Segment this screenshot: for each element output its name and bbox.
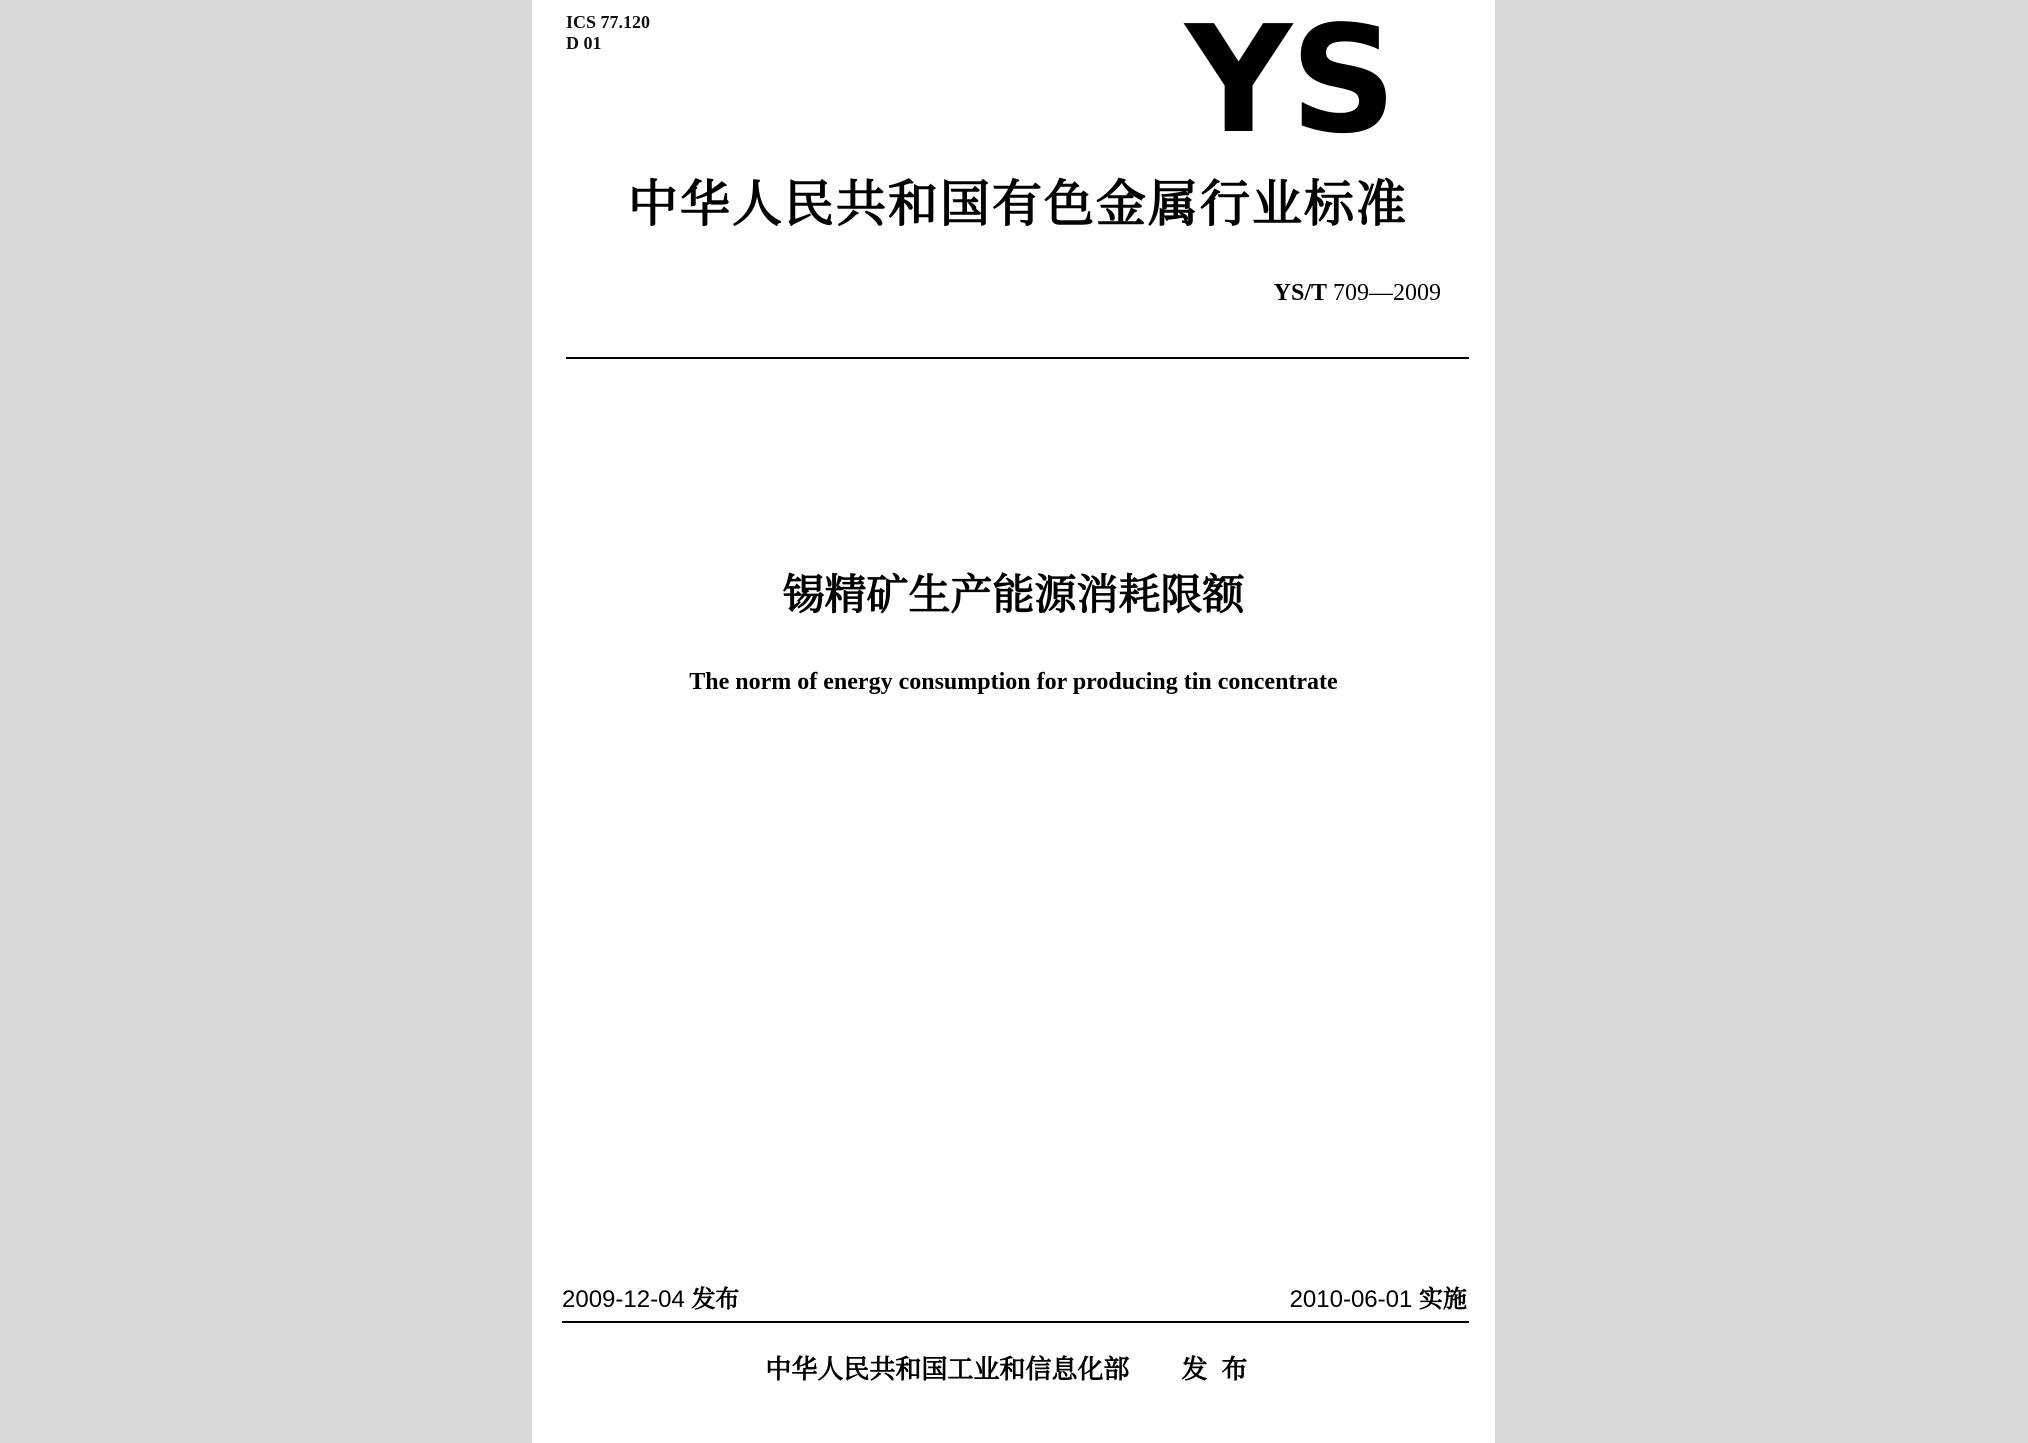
class-code: D 01	[566, 33, 602, 53]
issuer-verb: 发布	[1181, 1355, 1262, 1385]
effective-label: 实施	[1419, 1285, 1467, 1313]
chinese-title: 锡精矿生产能源消耗限额	[782, 570, 1245, 619]
classification-codes	[566, 12, 650, 54]
issue-label: 发布	[691, 1285, 740, 1313]
standard-prefix: YS/T	[1273, 280, 1327, 306]
standard-code: 709—2009	[1333, 280, 1441, 306]
effective-date: 2010-06-01	[1289, 1286, 1413, 1313]
footer-divider	[562, 1321, 1469, 1323]
english-title: The norm of energy consumption for producing tin concentrate	[689, 669, 1338, 695]
ics-code: ICS 77.120	[566, 12, 651, 32]
issuer-name: 中华人民共和国工业和信息化部	[765, 1355, 1130, 1385]
document-page	[532, 0, 1495, 1443]
issue-date: 2009-12-04	[562, 1286, 685, 1313]
effective-date-line	[1290, 1283, 1467, 1316]
header-divider	[566, 357, 1469, 359]
issue-date-line	[562, 1283, 739, 1316]
organization-title: 中华人民共和国有色金属行业标准	[628, 175, 1408, 233]
standard-number	[1274, 278, 1441, 308]
issuer-line	[532, 1352, 1495, 1388]
ys-logo: YS	[1185, 0, 1395, 166]
